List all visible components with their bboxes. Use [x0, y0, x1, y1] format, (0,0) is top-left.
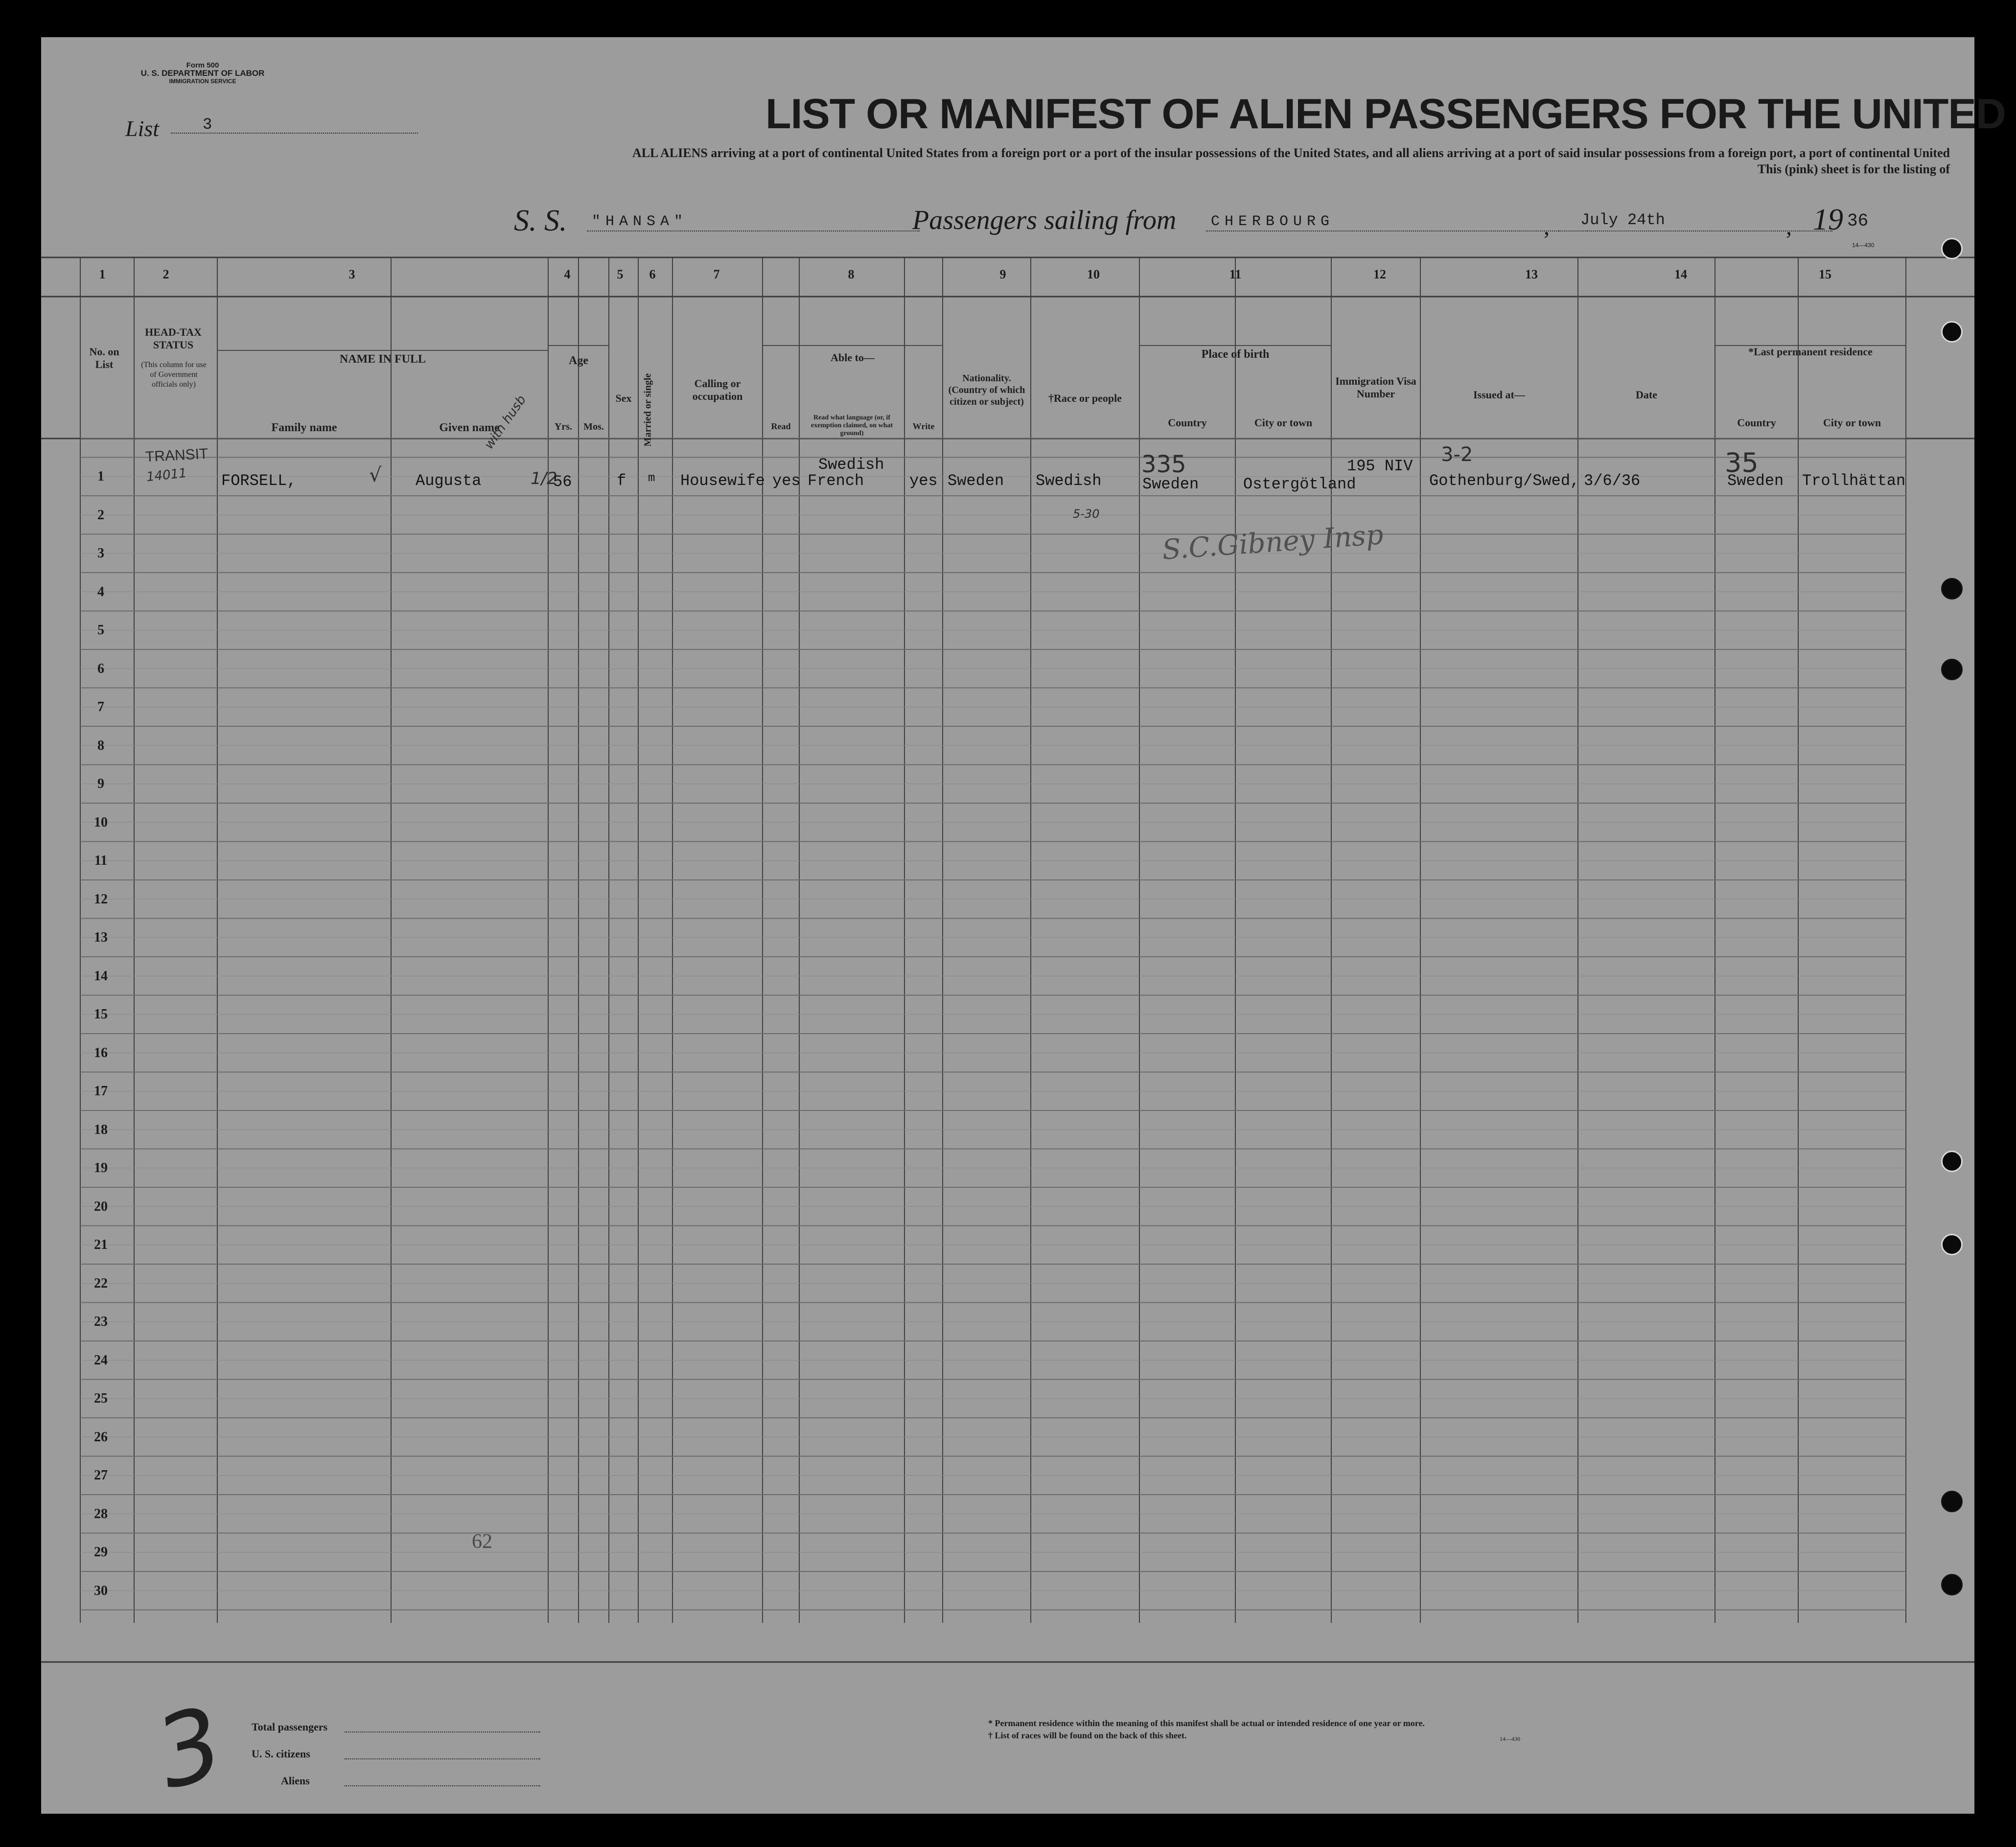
- issued-at: Gothenburg/Swed,: [1429, 472, 1580, 490]
- header-issued-at: Issued at—: [1473, 389, 1525, 401]
- check-mark: √: [369, 464, 382, 486]
- header-sex: Sex: [615, 392, 632, 404]
- row-number: 2: [97, 507, 104, 523]
- colnum-12: 12: [1373, 267, 1386, 281]
- birth-country: Sweden: [1142, 475, 1199, 493]
- write: yes: [909, 472, 938, 490]
- comma-1: ,: [1544, 214, 1550, 240]
- header-visa-number: Immigration Visa Number: [1335, 375, 1416, 400]
- colnum-2: 2: [162, 267, 169, 281]
- nationality: Sweden: [948, 472, 1004, 490]
- header-yrs: Yrs.: [554, 421, 573, 432]
- header-calling: Calling or occupation: [692, 377, 743, 402]
- colnum-3: 3: [348, 267, 355, 281]
- res-city: Trollhättan: [1802, 472, 1906, 490]
- issued-hand-mark: 3-2: [1441, 443, 1473, 466]
- colnum-15: 15: [1819, 267, 1831, 281]
- row-number: 29: [94, 1545, 108, 1560]
- row-number: 13: [94, 930, 108, 945]
- row-number: 19: [94, 1160, 108, 1176]
- subtitle-line-1: ALL ALIENS arriving at a port of continental United States from a foreign port or a port of the insular possessions of the United States, and all aliens arriving at a port of said insular possessions from a foreign port, a port of continental United: [632, 146, 1950, 160]
- manifest-sheet: [41, 37, 2006, 1814]
- row-number: 23: [94, 1314, 108, 1329]
- colnum-6: 6: [649, 267, 656, 281]
- aliens-line: [345, 1785, 540, 1786]
- read-lang-1: Swedish: [818, 456, 884, 474]
- row-number: 7: [97, 699, 104, 715]
- binder-hole: [1941, 659, 1963, 680]
- binder-hole: [1941, 1151, 1963, 1172]
- inspector-signature: S.C.Gibney Insp: [1161, 519, 1385, 566]
- binder-hole: [1941, 238, 1963, 259]
- colnum-1: 1: [99, 267, 106, 281]
- age-years: 56: [553, 473, 572, 491]
- list-number: 3: [203, 115, 212, 134]
- row-number: 12: [94, 891, 108, 907]
- row-number: 30: [94, 1583, 108, 1598]
- footnote-2: † List of races will be found on the back of this sheet.: [988, 1731, 1187, 1740]
- table-grid: [41, 37, 1974, 1814]
- header-place-of-birth: Place of birth: [1201, 348, 1270, 361]
- colnum-4: 4: [564, 267, 571, 281]
- row-number: 11: [94, 853, 108, 868]
- header-read: Read: [771, 421, 791, 431]
- row-number: 18: [94, 1122, 108, 1137]
- binder-hole: [1941, 321, 1963, 343]
- total-passengers-label: Total passengers: [252, 1721, 328, 1733]
- read-lang-2: French: [808, 472, 864, 490]
- list-label: List: [125, 116, 160, 141]
- row-number: 9: [97, 776, 104, 791]
- colnum-11: 11: [1229, 267, 1242, 281]
- row-number: 8: [97, 738, 104, 753]
- married: m: [648, 472, 655, 485]
- row-number: 5: [97, 623, 104, 638]
- race: Swedish: [1036, 472, 1102, 490]
- issue-date: 3/6/36: [1584, 472, 1641, 490]
- header-head-tax: HEAD-TAX STATUS: [145, 326, 202, 351]
- read: yes: [772, 472, 801, 490]
- row-number: 4: [97, 584, 104, 600]
- colnum-13: 13: [1525, 267, 1538, 281]
- ss-label: S. S.: [514, 204, 567, 237]
- year-prefix: 19: [1813, 203, 1843, 236]
- colnum-7: 7: [713, 267, 720, 281]
- header-birth-city: City or town: [1254, 416, 1313, 429]
- binder-hole: [1941, 1234, 1963, 1255]
- port-name: CHERBOURG: [1211, 213, 1335, 230]
- hand-note: with husb: [482, 392, 530, 452]
- header-birth-country: Country: [1168, 416, 1207, 429]
- department-name: U. S. DEPARTMENT OF LABOR: [140, 69, 265, 78]
- header-no-on-list: No. on List: [89, 346, 119, 370]
- colnum-14: 14: [1674, 267, 1687, 281]
- header-name-in-full: NAME IN FULL: [339, 353, 426, 366]
- row-number: 22: [94, 1275, 108, 1291]
- birth-city: Ostergötland: [1243, 475, 1356, 493]
- subtitle-line-2: This (pink) sheet is for the listing of: [1757, 162, 1950, 176]
- year-suffix: 36: [1847, 211, 1869, 231]
- row-number: 1: [97, 469, 104, 484]
- row-number: 21: [94, 1237, 108, 1252]
- sex: f: [617, 472, 626, 490]
- head-tax-transit: TRANSIT: [145, 445, 209, 465]
- given-name: Augusta: [416, 472, 482, 490]
- family-name: FORSELL,: [221, 472, 297, 490]
- service-name: IMMIGRATION SERVICE: [169, 78, 236, 85]
- page-title: LIST OR MANIFEST OF ALIEN PASSENGERS FOR THE UNITED: [765, 91, 2006, 138]
- colnum-9: 9: [999, 267, 1006, 281]
- header-race: †Race or people: [1048, 392, 1122, 404]
- row-number: 24: [94, 1352, 108, 1368]
- sheet-number: 62: [472, 1530, 492, 1553]
- aliens-label: Aliens: [281, 1775, 310, 1787]
- row-number: 25: [94, 1391, 108, 1406]
- comma-2: ,: [1786, 214, 1792, 240]
- row-number: 10: [94, 814, 108, 830]
- header-res-country: Country: [1737, 416, 1776, 429]
- colnum-8: 8: [848, 267, 855, 281]
- binder-hole: [1941, 1491, 1963, 1512]
- header-family-name: Family name: [271, 421, 337, 434]
- row-number: 17: [94, 1084, 108, 1099]
- header-given-name: Given name: [439, 421, 500, 434]
- header-nationality: Nationality. (Country of which citizen or subject): [948, 373, 1025, 407]
- header-last-residence: *Last permanent residence: [1748, 346, 1873, 358]
- colnum-5: 5: [617, 267, 624, 281]
- visa-number: 195 NIV: [1347, 457, 1413, 475]
- row-number: 28: [94, 1506, 108, 1522]
- sailing-label: Passengers sailing from: [912, 205, 1177, 235]
- hand-530: 5-30: [1073, 507, 1100, 521]
- header-res-city: City or town: [1823, 416, 1881, 429]
- res-hand-mark: 35: [1725, 447, 1759, 478]
- row-number: 15: [94, 1007, 108, 1022]
- header-write: Write: [912, 421, 935, 431]
- colnum-10: 10: [1087, 267, 1100, 281]
- us-citizens-line: [345, 1758, 540, 1759]
- head-tax-number: 14011: [145, 465, 188, 485]
- binder-hole: [1941, 578, 1963, 600]
- us-citizens-label: U. S. citizens: [252, 1748, 310, 1760]
- row-number: 26: [94, 1429, 108, 1445]
- header-age: Age: [569, 354, 588, 367]
- row-number: 27: [94, 1468, 108, 1483]
- footnote-1: * Permanent residence within the meaning of this manifest shall be actual or intended residence of one year or more.: [988, 1718, 1425, 1728]
- sailing-date: July 24th: [1580, 211, 1665, 229]
- form-number: Form 500: [186, 61, 219, 69]
- header-mos: Mos.: [583, 421, 604, 432]
- occupation: Housewife: [680, 472, 765, 490]
- row-number: 14: [94, 968, 108, 984]
- footer-code: 14—430: [1500, 1735, 1520, 1742]
- row-number: 16: [94, 1045, 108, 1061]
- birth-hand-mark: 335: [1141, 451, 1186, 478]
- header-married: Married or single: [642, 373, 653, 447]
- row-number: 3: [97, 546, 104, 561]
- header-head-tax-note: (This column for use of Government officials only): [141, 361, 207, 389]
- row-number: 6: [97, 661, 104, 676]
- ship-name: "HANSA": [592, 213, 688, 230]
- row-number: 20: [94, 1199, 108, 1214]
- footer-hand-mark: 3: [145, 1685, 235, 1812]
- header-read-lang: Read what language (or, if exemption claimed, on what ground): [811, 414, 893, 437]
- hand-fraction: 1/2: [531, 469, 557, 488]
- binder-hole: [1941, 1574, 1963, 1595]
- header-able-to: Able to—: [831, 351, 875, 364]
- res-country: Sweden: [1727, 472, 1784, 490]
- corner-code: 14—430: [1852, 242, 1875, 249]
- header-date: Date: [1636, 389, 1657, 401]
